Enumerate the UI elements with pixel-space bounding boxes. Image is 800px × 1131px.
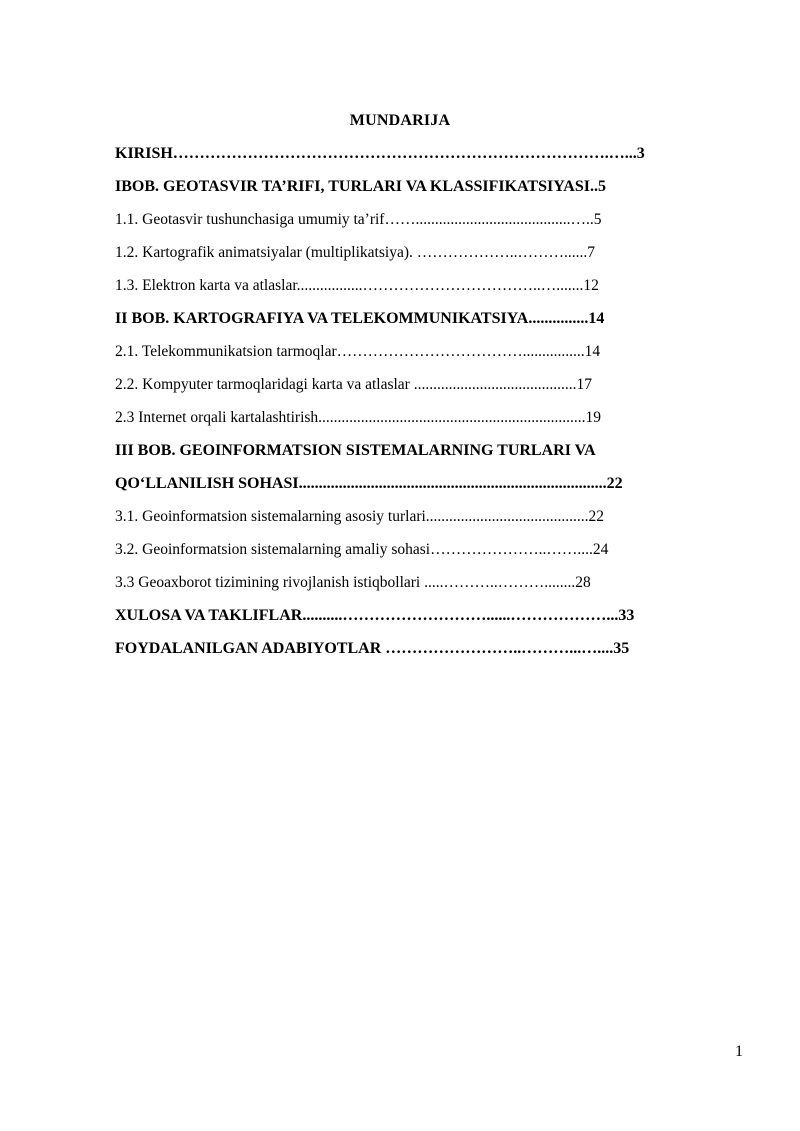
toc-entry-2-1: 2.1. Telekommunikatsion tarmoqlar………………………………................14 [115,343,601,360]
toc-entry-1-3: 1.3. Elektron karta va atlaslar.................……………………………..….......12 [115,277,599,294]
toc-entry-chapter-3-line-1: III BOB. GEOINFORMATSION SISTEMALARNING TURLARI VA [115,442,596,459]
page-title: MUNDARIJA [349,112,451,129]
toc-entry-3-1: 3.1. Geoinformatsion sistemalarning asosiy turlari..........................................22 [115,508,605,525]
toc-entry-conclusion: XULOSA VA TAKLIFLAR..........………………………......………………...33 [115,607,635,624]
toc-entry-1-1: 1.1. Geotasvir tushunchasiga umumiy ta’rif……........................................…..5 [115,211,602,228]
toc-entry-2-2: 2.2. Kompyuter tarmoqlaridagi karta va atlaslar ..........................................17 [115,376,592,393]
toc-entry-chapter-2: II BOB. KARTOGRAFIYA VA TELEKOMMUNIKATSIYA...............14 [115,310,605,327]
toc-entry-2-3: 2.3 Internet orqali kartalashtirish.....................................................................19 [115,409,602,426]
toc-entry-3-2: 3.2. Geoinformatsion sistemalarning amaliy sohasi…………………..……....24 [115,541,609,558]
toc-entry-3-3: 3.3 Geoaxborot tizimining rivojlanish istiqbollari .....………..………........28 [115,574,591,591]
toc-entry-chapter-3-line-2: QO‘LLANILISH SOHASI.............................................................................22 [115,475,623,492]
page-number: 1 [735,1043,743,1060]
toc-entry-1-2: 1.2. Kartografik animatsiyalar (multiplikatsiya). ………………..………......7 [115,244,595,261]
toc-entry-chapter-1: IBOB. GEOTASVIR TA’RIFI, TURLARI VA KLASSIFIKATSIYASI..5 [115,178,606,195]
toc-entry-kirish: KIRISH……………………………………………………………………….…...3 [115,145,645,162]
toc-entry-references: FOYDALANILGAN ADABIYOTLAR ……………………..………...…....35 [115,640,630,657]
